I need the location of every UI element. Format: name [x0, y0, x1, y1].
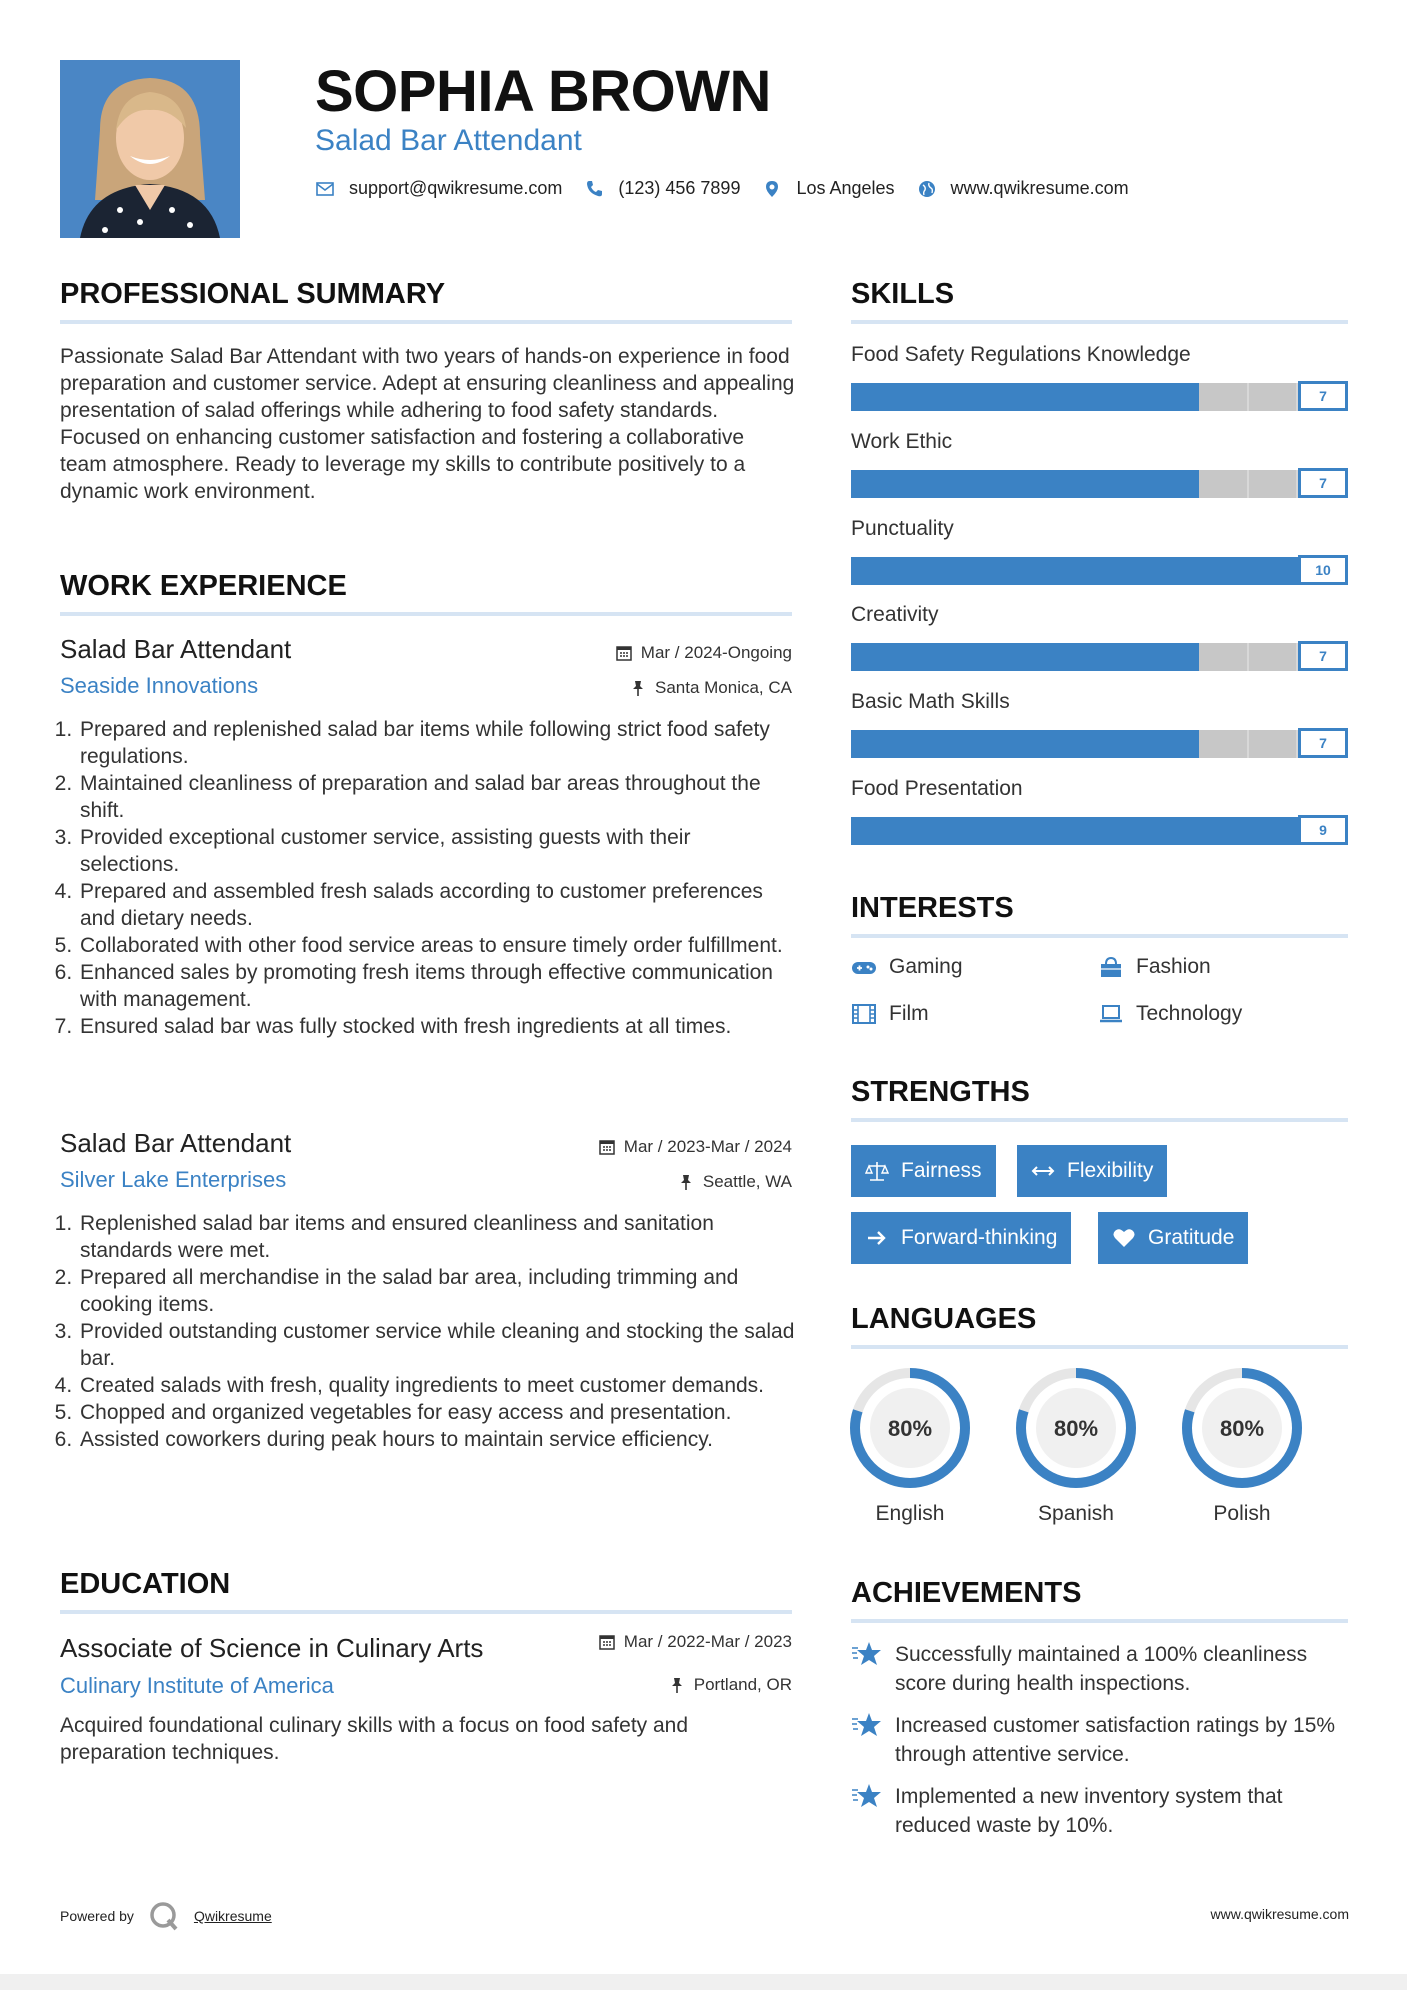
list-item: 6. Assisted coworkers during peak hours to maintain service efficiency.	[78, 1426, 795, 1453]
interests-rule	[851, 934, 1348, 938]
bag-icon	[1098, 956, 1124, 978]
strength-label: Gratitude	[1148, 1226, 1235, 1249]
candidate-name: SOPHIA BROWN	[315, 59, 771, 124]
list-item: 2. Maintained cleanliness of preparation and salad bar areas throughout the shift.	[78, 770, 795, 824]
summary-text: Passionate Salad Bar Attendant with two years of hands-on experience in food preparation and customer service. Adept at ensuring cleanliness and appealing presentation of salad offerings while adhering to food safety standards. Focused on enhancing customer satisfaction and fostering a collaborative team atmosphere. Ready to leverage my skills to contribute positively to a dynamic work environment.	[60, 345, 795, 503]
skill-bar-fill	[851, 730, 1199, 758]
list-item: 4. Created salads with fresh, quality ingredients to meet customer demands.	[78, 1372, 795, 1399]
school-name: Culinary Institute of America	[60, 1673, 334, 1698]
languages-rule	[851, 1345, 1348, 1349]
page-bottom-band	[0, 1974, 1407, 1990]
map-pin-icon	[762, 179, 782, 199]
skill-bar-fill	[851, 470, 1199, 498]
skill-score: 7	[1298, 641, 1348, 671]
skill-bar-fill	[851, 557, 1348, 585]
calendar-icon	[598, 1633, 616, 1651]
education-rule	[60, 1610, 792, 1614]
summary-heading: PROFESSIONAL SUMMARY	[60, 278, 446, 310]
list-item: 3. Provided outstanding customer service while cleaning and stocking the salad bar.	[78, 1318, 795, 1372]
candidate-role: Salad Bar Attendant	[315, 124, 582, 157]
film-icon	[851, 1003, 877, 1025]
language-ring	[1180, 1366, 1304, 1490]
language-name: Spanish	[1038, 1502, 1114, 1525]
skill-bar-segment	[1249, 643, 1299, 671]
achievement-text: Increased customer satisfaction ratings by 15% through attentive service.	[895, 1714, 1336, 1766]
skill-score: 7	[1298, 468, 1348, 498]
skill-label: Food Safety Regulations Knowledge	[851, 343, 1191, 366]
interest-item	[851, 1002, 929, 1026]
skill-bar	[851, 470, 1348, 498]
powered-by-text: Powered by	[60, 1908, 134, 1924]
language-percent: 80%	[1219, 1416, 1265, 1441]
language-name: English	[875, 1502, 945, 1525]
achievements-rule	[851, 1619, 1348, 1623]
contact-location: Los Angeles	[796, 178, 895, 198]
strength-badge	[851, 1212, 1071, 1264]
language-item	[1180, 1366, 1304, 1526]
profile-photo-illustration	[60, 60, 240, 238]
job-title: Salad Bar Attendant	[60, 634, 292, 664]
contact-phone: (123) 456 7899	[618, 178, 741, 198]
interest-label: Technology	[1136, 1002, 1243, 1025]
achievement-item	[851, 1640, 1351, 1698]
skill-score: 10	[1298, 555, 1348, 585]
job-location	[540, 678, 792, 698]
star-icon	[851, 1711, 883, 1739]
skill-label: Punctuality	[851, 517, 954, 540]
list-item: 1. Replenished salad bar items and ensured cleanliness and sanitation standards were met.	[78, 1210, 795, 1264]
strengths-heading: STRENGTHS	[851, 1076, 1030, 1108]
skill-bar-segment	[1249, 730, 1299, 758]
qwikresume-logo-icon	[148, 1900, 180, 1932]
education-dates	[500, 1632, 792, 1652]
arrows-icon	[1031, 1159, 1055, 1183]
achievements-heading: ACHIEVEMENTS	[851, 1577, 1082, 1609]
achievement-item	[851, 1782, 1351, 1840]
job-location-text: Seattle, WA	[702, 1172, 792, 1191]
job-location-text: Santa Monica, CA	[654, 678, 792, 697]
interest-label: Film	[889, 1002, 929, 1025]
contact-website[interactable]: www.qwikresume.com	[950, 178, 1129, 198]
star-icon	[851, 1782, 883, 1810]
language-percent: 80%	[1053, 1416, 1099, 1441]
interest-item	[1098, 1002, 1242, 1026]
strengths-rule	[851, 1118, 1348, 1122]
experience-heading: WORK EXPERIENCE	[60, 570, 347, 602]
skill-bar	[851, 730, 1348, 758]
pin-icon	[677, 1173, 695, 1191]
job-company: Seaside Innovations	[60, 673, 259, 698]
skill-bar	[851, 383, 1348, 411]
skills-rule	[851, 320, 1348, 324]
list-item: 6. Enhanced sales by promoting fresh items through effective communication with management.	[78, 959, 795, 1013]
skill-label: Work Ethic	[851, 430, 953, 453]
degree-title: Associate of Science in Culinary Arts	[60, 1633, 484, 1663]
achievement-item	[851, 1711, 1351, 1769]
pin-icon	[629, 679, 647, 697]
achievement-text: Implemented a new inventory system that reduced waste by 10%.	[895, 1785, 1283, 1837]
language-item	[1014, 1366, 1138, 1526]
summary-rule	[60, 320, 792, 324]
footer-website[interactable]: www.qwikresume.com	[1210, 1906, 1349, 1922]
calendar-icon	[598, 1138, 616, 1156]
skill-bar-fill	[851, 817, 1298, 845]
contact-bar	[315, 178, 1151, 199]
skill-bar-segment	[1249, 383, 1299, 411]
job-duties-list	[60, 1210, 795, 1453]
skill-bar-segment	[1199, 383, 1249, 411]
contact-email[interactable]: support@qwikresume.com	[349, 178, 563, 198]
list-item: 5. Collaborated with other food service areas to ensure timely order fulfillment.	[78, 932, 795, 959]
brand-link[interactable]: Qwikresume	[193, 1908, 272, 1924]
list-item: 5. Chopped and organized vegetables for easy access and presentation.	[78, 1399, 795, 1426]
skill-score: 7	[1298, 381, 1348, 411]
interest-label: Gaming	[889, 955, 963, 978]
laptop-icon	[1098, 1003, 1124, 1025]
skill-bar-fill	[851, 643, 1199, 671]
list-item: 7. Ensured salad bar was fully stocked with fresh ingredients at all times.	[78, 1013, 795, 1040]
skill-bar	[851, 817, 1348, 845]
strength-badge	[1017, 1145, 1167, 1197]
globe-icon	[917, 179, 937, 199]
job-location	[540, 1172, 792, 1192]
interests-heading: INTERESTS	[851, 892, 1014, 924]
education-dates-text: Mar / 2022-Mar / 2023	[623, 1632, 792, 1651]
skills-heading: SKILLS	[851, 278, 955, 310]
skill-bar-segment	[1199, 730, 1249, 758]
strength-label: Flexibility	[1067, 1159, 1154, 1182]
skill-label: Creativity	[851, 603, 939, 626]
language-ring	[848, 1366, 972, 1490]
scale-icon	[865, 1159, 889, 1183]
calendar-icon	[615, 644, 633, 662]
language-item	[848, 1366, 972, 1526]
footer-powered	[60, 1900, 272, 1932]
skill-bar-fill	[851, 383, 1199, 411]
list-item: 2. Prepared all merchandise in the salad bar area, including trimming and cooking items.	[78, 1264, 795, 1318]
heart-icon	[1112, 1226, 1136, 1250]
job-duties-list	[60, 716, 795, 1040]
list-item: 1. Prepared and replenished salad bar items while following strict food safety regulations.	[78, 716, 795, 770]
skill-label: Basic Math Skills	[851, 690, 1010, 713]
interest-label: Fashion	[1136, 955, 1211, 978]
list-item: 3. Provided exceptional customer service, assisting guests with their selections.	[78, 824, 795, 878]
job-title: Salad Bar Attendant	[60, 1128, 292, 1158]
job-dates	[540, 643, 792, 663]
skill-bar-segment	[1199, 643, 1249, 671]
skill-score: 9	[1298, 815, 1348, 845]
skill-bar-segment	[1199, 470, 1249, 498]
star-icon	[851, 1640, 883, 1668]
skill-bar-segment	[1249, 470, 1299, 498]
interest-item	[1098, 955, 1211, 979]
strength-label: Forward-thinking	[901, 1226, 1058, 1249]
interest-item	[851, 955, 963, 979]
education-location-text: Portland, OR	[693, 1675, 792, 1694]
education-heading: EDUCATION	[60, 1568, 231, 1600]
skill-score: 7	[1298, 728, 1348, 758]
language-percent: 80%	[887, 1416, 933, 1441]
gamepad-icon	[851, 956, 877, 978]
job-company: Silver Lake Enterprises	[60, 1167, 287, 1192]
job-dates-text: Mar / 2023-Mar / 2024	[623, 1137, 792, 1156]
pin-icon	[668, 1676, 686, 1694]
phone-icon	[584, 179, 604, 199]
education-location	[540, 1675, 792, 1695]
strength-badge	[851, 1145, 996, 1197]
skill-label: Food Presentation	[851, 777, 1023, 800]
language-ring	[1014, 1366, 1138, 1490]
envelope-icon	[315, 179, 335, 199]
education-description: Acquired foundational culinary skills with a focus on food safety and preparation techniques.	[60, 1714, 689, 1764]
skill-bar	[851, 643, 1348, 671]
job-dates-text: Mar / 2024-Ongoing	[640, 643, 792, 662]
skill-bar	[851, 557, 1348, 585]
job-dates	[500, 1137, 792, 1157]
experience-rule	[60, 612, 792, 616]
languages-heading: LANGUAGES	[851, 1303, 1037, 1335]
list-item: 4. Prepared and assembled fresh salads according to customer preferences and dietary needs.	[78, 878, 795, 932]
profile-photo	[60, 60, 240, 238]
strength-label: Fairness	[901, 1159, 982, 1182]
arrow-right-icon	[865, 1226, 889, 1250]
achievement-text: Successfully maintained a 100% cleanliness score during health inspections.	[895, 1643, 1308, 1695]
language-name: Polish	[1213, 1502, 1271, 1525]
strength-badge	[1098, 1212, 1248, 1264]
